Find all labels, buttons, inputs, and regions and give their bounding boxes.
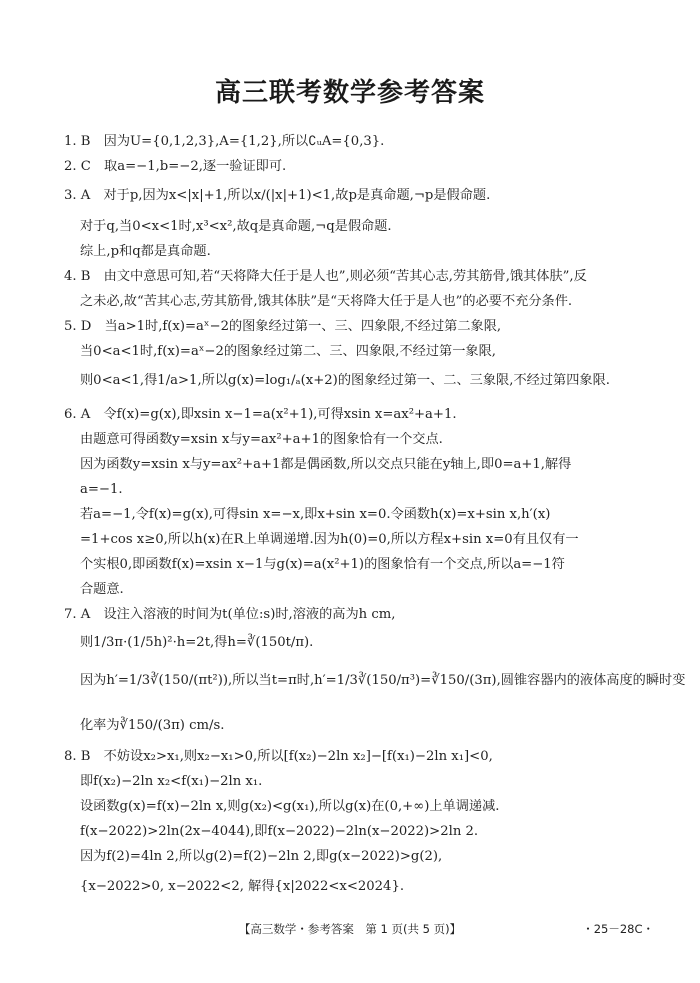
answer-8-line: 因为f(2)=4ln 2,所以g(2)=f(2)−2ln 2,即g(x−2022)>g(2), <box>80 849 443 864</box>
answer-5-line: 则0<a<1,得1/a>1,所以g(x)=log₁/ₐ(x+2)的图象经过第一、二、三象限,不经过第四象限. <box>80 373 610 388</box>
answer-3-line: 综上,p和q都是真命题. <box>80 244 211 259</box>
footer-code: ・25－28C・ <box>582 922 654 936</box>
answer-8-line: f(x−2022)>2ln(2x−4044),即f(x−2022)−2ln(x−2022)>2ln 2. <box>80 824 479 839</box>
answer-6-line: a=−1. <box>80 482 123 497</box>
answer-3-line: 对于q,当0<x<1时,x³<x²,故q是真命题,¬q是假命题. <box>80 219 392 234</box>
answer-1-line: 1. B 因为U={0,1,2,3},A={1,2},所以∁ᵤA={0,3}. <box>64 134 385 149</box>
answer-7-line: 化率为∛150/(3π) cm/s. <box>80 718 225 733</box>
answer-8-line: 即f(x₂)−2ln x₂<f(x₁)−2ln x₁. <box>80 774 263 789</box>
answer-2-line: 2. C 取a=−1,b=−2,逐一验证即可. <box>64 159 287 174</box>
answer-5-line: 当0<a<1时,f(x)=aˣ−2的图象经过第二、三、四象限,不经过第一象限, <box>80 344 496 359</box>
answer-6-line: =1+cos x≥0,所以h(x)在R上单调递增.因为h(0)=0,所以方程x+sin x=0有且仅有一 <box>80 532 579 547</box>
answer-7-line: 7. A 设注入溶液的时间为t(单位:s)时,溶液的高为h cm, <box>64 607 396 622</box>
footer-page-info: 【高三数学・参考答案 第 1 页(共 5 页)】 <box>238 922 462 936</box>
page-title: 高三联考数学参考答案 <box>214 78 485 108</box>
answer-6-line: 由题意可得函数y=xsin x与y=ax²+a+1的图象恰有一个交点. <box>80 432 443 447</box>
answer-4-line: 4. B 由文中意思可知,若“天将降大任于是人也”,则必须“苦其心志,劳其筋骨,饿其体肤”,反 <box>64 269 587 284</box>
answer-7-line: 则1/3π·(1/5h)²·h=2t,得h=∛(150t/π). <box>80 635 314 650</box>
answer-6-line: 因为函数y=xsin x与y=ax²+a+1都是偶函数,所以交点只能在y轴上,即0=a+1,解得 <box>80 457 572 472</box>
answer-6-line: 个实根0,即函数f(x)=xsin x−1与g(x)=a(x²+1)的图象恰有一个交点,所以a=−1符 <box>80 557 565 572</box>
answer-4-line: 之未必,故“苦其心志,劳其筋骨,饿其体肤”是“天将降大任于是人也”的必要不充分条件. <box>80 294 573 309</box>
answer-3-line: 3. A 对于p,因为x<|x|+1,所以x/(|x|+1)<1,故p是真命题,¬p是假命题. <box>64 188 491 203</box>
answer-7-line: 因为h′=1/3∛(150/(πt²)),所以当t=π时,h′=1/3∛(150/π³)=∛150/(3π),圆锥容器内的液体高度的瞬时变 <box>80 673 686 688</box>
answer-6-line: 6. A 令f(x)=g(x),即xsin x−1=a(x²+1),可得xsin x=ax²+a+1. <box>64 407 457 422</box>
answer-6-line: 合题意. <box>80 582 124 597</box>
answer-8-line: 8. B 不妨设x₂>x₁,则x₂−x₁>0,所以[f(x₂)−2ln x₂]−[f(x₁)−2ln x₁]<0, <box>64 749 493 764</box>
answer-8-line: 设函数g(x)=f(x)−2ln x,则g(x₂)<g(x₁),所以g(x)在(0,+∞)上单调递减. <box>80 799 500 814</box>
answer-8-line: {x−2022>0, x−2022<2, 解得{x|2022<x<2024}. <box>80 879 405 894</box>
answer-5-line: 5. D 当a>1时,f(x)=aˣ−2的图象经过第一、三、四象限,不经过第二象限, <box>64 319 502 334</box>
answer-6-line: 若a=−1,令f(x)=g(x),可得sin x=−x,即x+sin x=0.令函数h(x)=x+sin x,h′(x) <box>80 507 551 522</box>
